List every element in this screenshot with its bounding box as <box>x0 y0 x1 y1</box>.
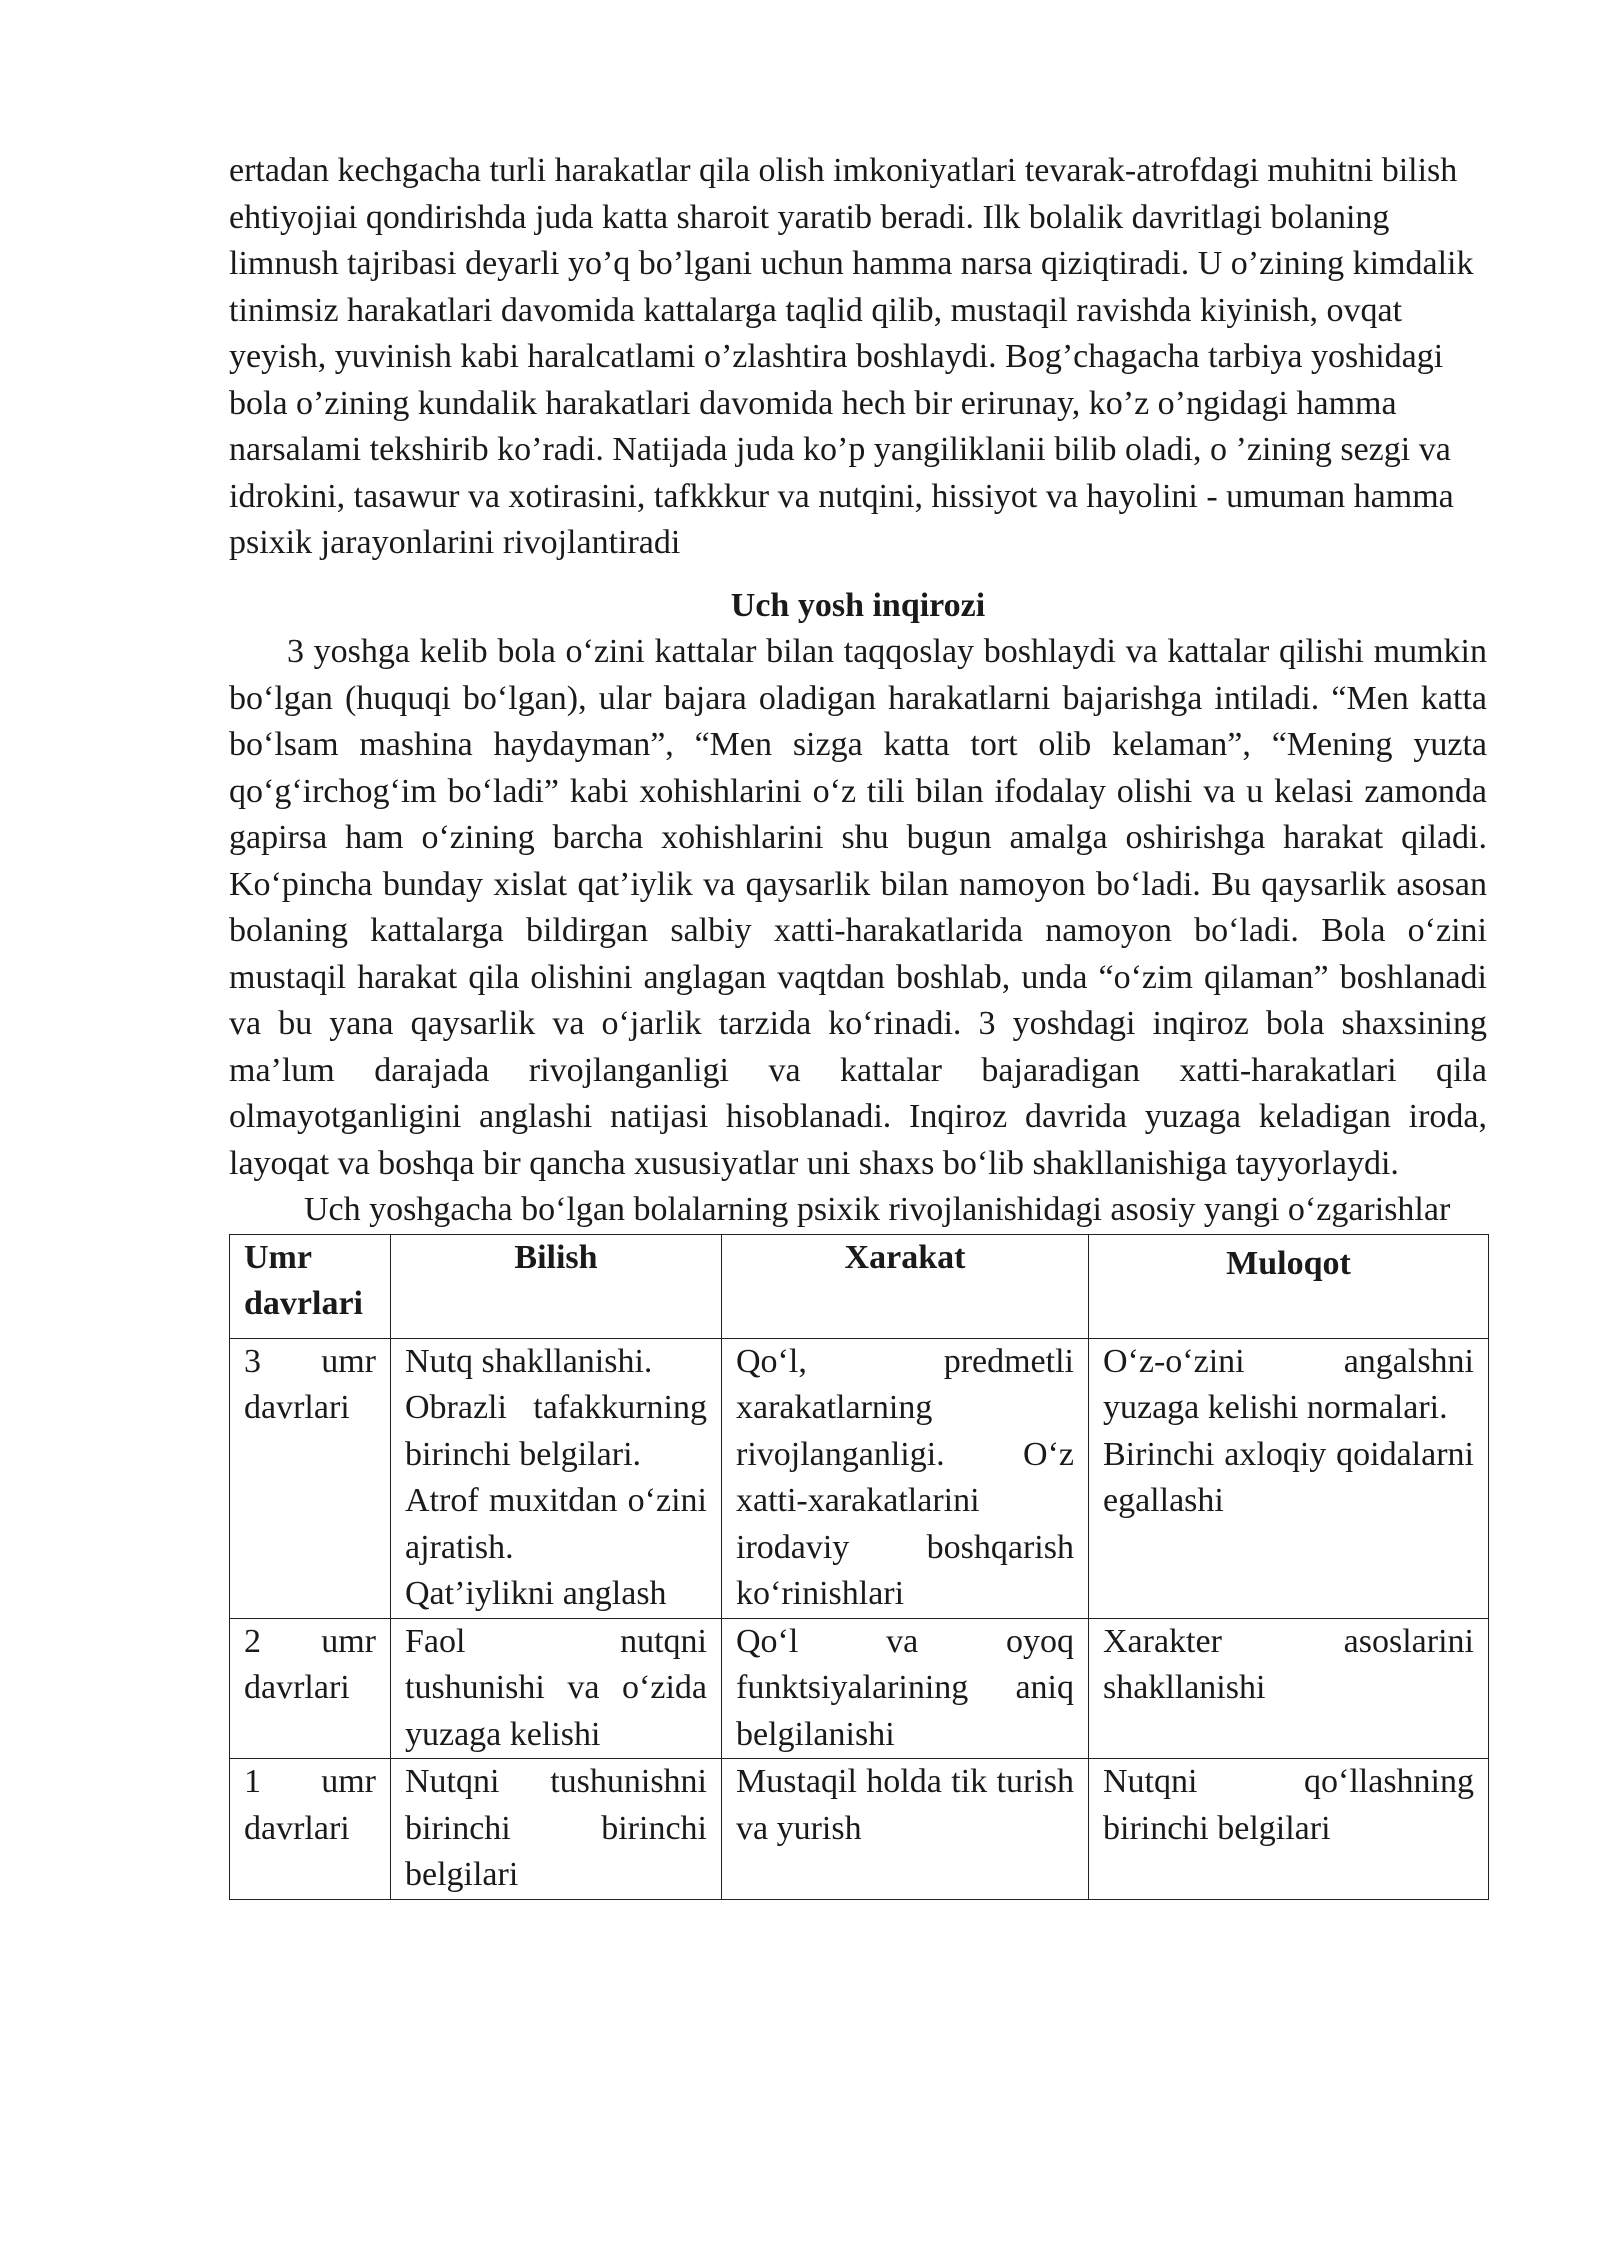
section-heading: Uch yosh inqirozi <box>730 586 986 624</box>
section-paragraph: 3 yoshga kelib bola oʻzini kattalar bilan taqqoslay boshlaydi va kattalar qilishi mumkin boʻlgan (huquqi boʻlgan), ular bajara oladigan harakatlarni bajarishga intiladi. “Men katta boʻlsam mashina haydayman”, “Men sizga katta tort olib kelaman”, “Mening yuzta qoʻgʻirchogʻim boʻladi” kabi xohishlarini oʻz tili bilan ifodalay olishi va u kelasi zamonda gapirsa ham oʻzining barcha xohishlarini shu bugun amalga oshirishga harakat qiladi. Koʻpincha bunday xislat qat’iylik va qaysarlik bilan namoyon boʻladi. Bu qaysarlik asosan bolaning kattalarga bildirgan salbiy xatti-harakatlarida namoyon boʻladi. Bola oʻzini mustaqil harakat qila olishini anglagan vaqtdan boshlab, unda “oʻzim qilaman” boshlanadi va bu yana qaysarlik va oʻjarlik tarzida koʻrinadi. 3 yoshdagi inqiroz bola shaxsining ma’lum darajada rivojlanganligi va kattalar bajaradigan xatti-harakatlari qila olmayotganligini anglashi natijasi hisoblanadi. Inqiroz davrida yuzaga keladigan iroda, layoqat va boshqa bir qancha xususiyatlar uni shaxs boʻlib shakllanishiga tayyorlaydi. <box>229 633 1487 1182</box>
row-bilish <box>391 1618 722 1759</box>
row-period: 1 umr davrlari <box>230 1759 391 1900</box>
row-muloqot <box>1089 1759 1489 1900</box>
table-header-row <box>230 1234 1489 1338</box>
development-table <box>229 1234 1489 1900</box>
bilish-line: Qat’iylikni anglash <box>405 1575 667 1612</box>
bilish-line: Nutq shakllanishi. <box>405 1342 653 1380</box>
bilish-line: Faol nutqni tushunishi va oʻzida yuzaga kelishi <box>405 1622 707 1753</box>
muloqot-line: Birinchi axloqiy qoidalarni egallashi <box>1103 1435 1474 1519</box>
row-period: 3 umr davrlari <box>230 1338 391 1618</box>
bilish-line: Obrazli tafakkurning birinchi belgilari. <box>405 1389 707 1473</box>
bilish-line: Atrof muxitdan oʻzini ajratish. <box>405 1482 707 1566</box>
muloqot-line: Oʻz-oʻzini angalshni yuzaga kelishi normalari. <box>1103 1342 1474 1426</box>
header-muloqot: Muloqot <box>1089 1234 1489 1338</box>
bilish-line: Nutqni tushunishni birinchi birinchi belgilari <box>405 1763 707 1893</box>
table-caption: Uch yoshgacha boʻlgan bolalarning psixik rivojlanishidagi asosiy yangi oʻzgarishlar <box>304 1191 1451 1228</box>
document-page <box>229 148 1487 1900</box>
row-bilish <box>391 1759 722 1900</box>
header-umr-davrlari: Umr davrlari <box>230 1234 391 1338</box>
muloqot-line: Xarakter asoslarini shakllanishi <box>1103 1622 1474 1706</box>
row-muloqot <box>1089 1338 1489 1618</box>
row-xarakat: Mustaqil holda tik turish va yurish <box>722 1759 1089 1900</box>
header-xarakat: Xarakat <box>722 1234 1089 1338</box>
table-row <box>230 1618 1489 1759</box>
row-xarakat: Qoʻl va oyoq funktsiyalarining aniq belgilanishi <box>722 1618 1089 1759</box>
row-bilish <box>391 1338 722 1618</box>
table-row <box>230 1759 1489 1900</box>
row-period: 2 umr davrlari <box>230 1618 391 1759</box>
row-muloqot <box>1089 1618 1489 1759</box>
table-row <box>230 1338 1489 1618</box>
muloqot-line: Nutqni qoʻllashning birinchi belgilari <box>1103 1763 1474 1847</box>
header-bilish: Bilish <box>391 1234 722 1338</box>
intro-paragraph: ertadan kechgacha turli harakatlar qila olish imkoniyatlari tevarak-atrofdagi muhitni bilish ehtiyojiai qondirishda juda katta sharoit yaratib beradi. Ilk bolalik davritlagi bolaning limnush tajribasi deyarli yo’q bo’lgani uchun hamma narsa qiziqtiradi. U o’zining kimdalik tinimsiz harakatlari davomida kattalarga taqlid qilib, mustaqil ravishda kiyinish, ovqat yeyish, yuvinish kabi haralcatlami o’zlashtira boshlaydi. Bog’chagacha tarbiya yoshidagi bola o’zining kundalik harakatlari davomida hech bir erirunay, ko’z o’ngidagi hamma narsalami tekshirib ko’radi. Natijada juda ko’p yangiliklanii bilib oladi, o ’zining sezgi va idrokini, tasawur va xotirasini, tafkkkur va nutqini, hissiyot va hayolini - umuman hamma psixik jarayonlarini rivojlantiradi <box>229 152 1474 561</box>
row-xarakat: Qoʻl, predmetli xarakatlarning rivojlanganligi. Oʻz xatti-xarakatlarini irodaviy boshqarish koʻrinishlari <box>722 1338 1089 1618</box>
